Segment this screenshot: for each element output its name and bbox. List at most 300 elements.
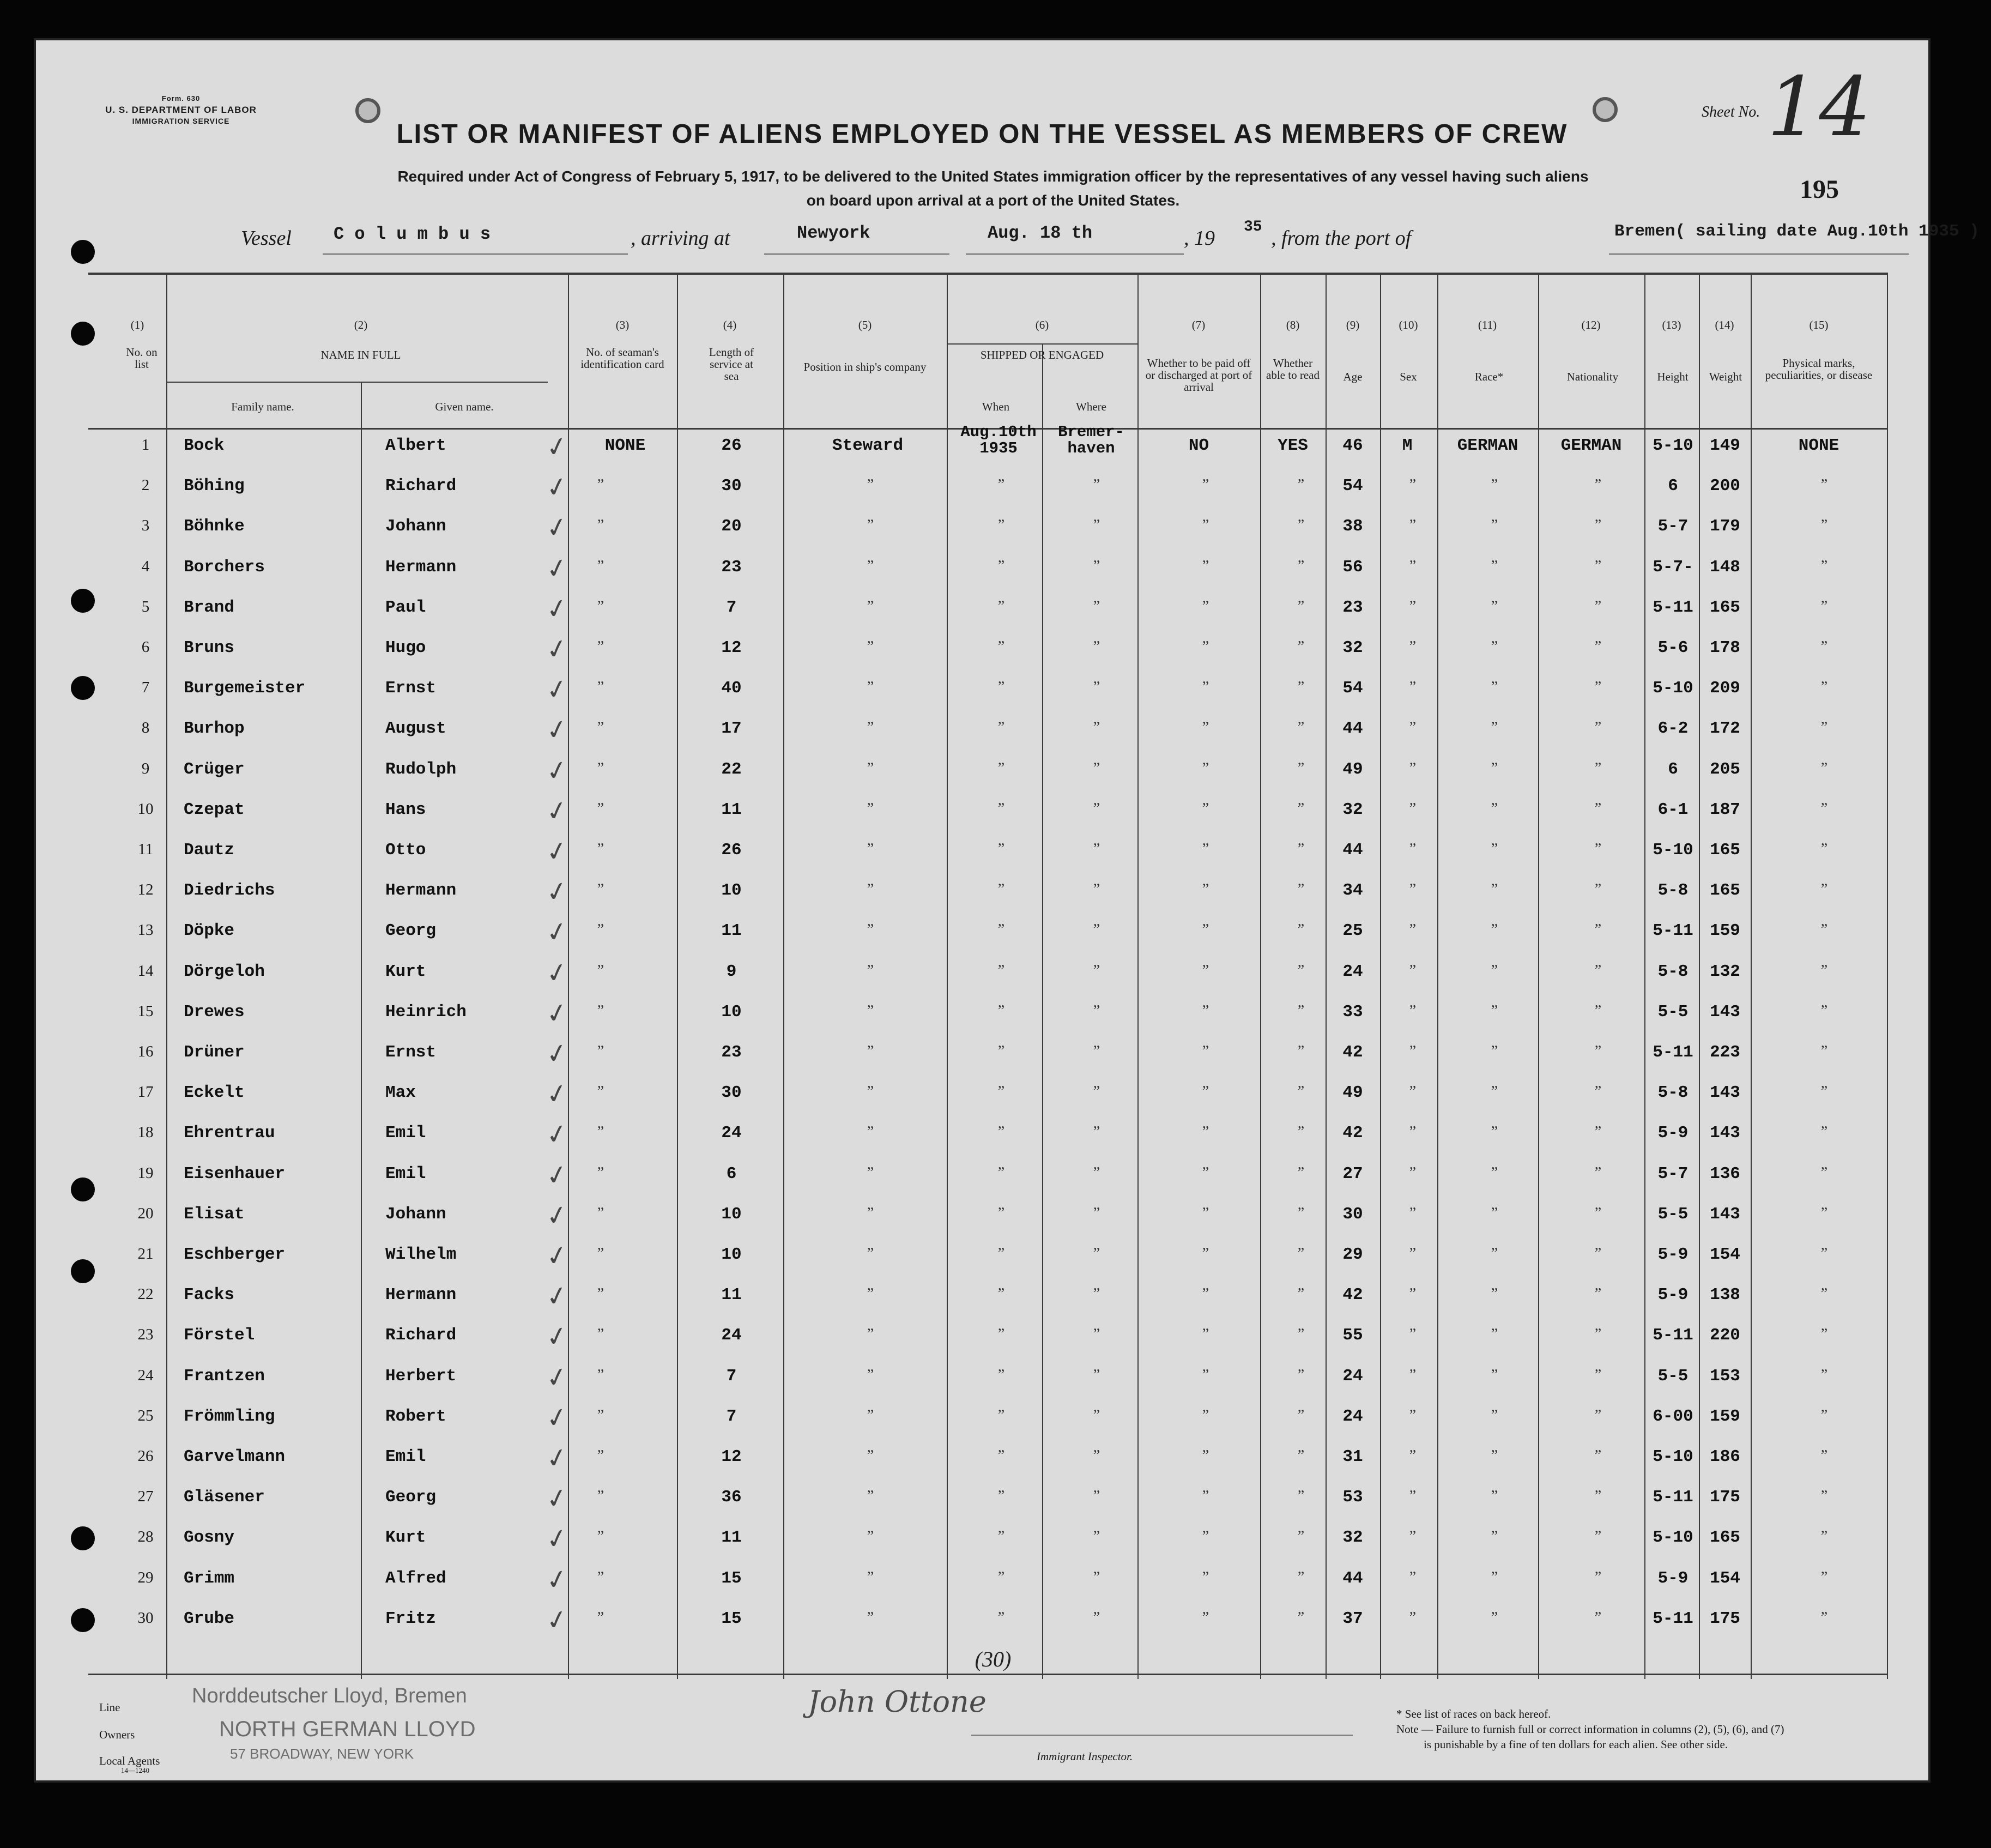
table-row <box>88 996 1887 1042</box>
where-ditto: ” <box>1093 719 1100 736</box>
row-number: 8 <box>141 719 150 737</box>
column-number: (14) <box>1715 318 1734 331</box>
length-of-service: 11 <box>721 1285 742 1305</box>
paid-off-ditto: ” <box>1202 1043 1209 1060</box>
page-title: LIST OR MANIFEST OF ALIENS EMPLOYED ON THE VESSEL AS MEMBERS OF CREW <box>396 119 1568 149</box>
column-rule <box>1887 273 1888 1679</box>
position-ditto: ” <box>867 1366 874 1384</box>
able-to-read-ditto: ” <box>1297 597 1305 615</box>
height: 5-10 <box>1653 679 1693 698</box>
paid-off-ditto: ” <box>1202 759 1209 777</box>
when-ditto: ” <box>997 800 1005 817</box>
where-ditto: ” <box>1093 476 1100 494</box>
row-number: 28 <box>137 1528 154 1546</box>
length-of-service: 11 <box>721 1528 742 1548</box>
position-ditto: ” <box>867 962 874 979</box>
check-mark: ✓ <box>543 1279 571 1314</box>
position-ditto: ” <box>867 1124 874 1141</box>
position-ditto: ” <box>867 1406 874 1424</box>
when-ditto: ” <box>997 638 1005 655</box>
height: 5-9 <box>1657 1124 1689 1143</box>
sex-ditto: ” <box>1409 1285 1417 1303</box>
physical-ditto: ” <box>1820 841 1828 857</box>
length-of-service: 7 <box>726 597 737 617</box>
age: 54 <box>1342 476 1363 496</box>
family-name: Dautz <box>184 841 235 860</box>
family-name: Drewes <box>184 1002 245 1022</box>
position-value: Steward <box>832 436 904 455</box>
age: 38 <box>1342 517 1363 536</box>
check-mark: ✓ <box>543 510 571 545</box>
row-number: 6 <box>141 638 150 656</box>
row-number: 12 <box>137 881 154 899</box>
form-number: Form. 630 <box>161 94 201 102</box>
able-to-read-ditto: ” <box>1297 517 1305 534</box>
race-ditto: ” <box>1491 921 1498 939</box>
given-name: Emil <box>385 1164 426 1183</box>
age: 42 <box>1342 1124 1363 1143</box>
vessel-fill-line <box>323 253 628 255</box>
check-mark: ✓ <box>543 1400 571 1435</box>
table-row <box>88 1036 1887 1083</box>
sex-ditto: ” <box>1409 800 1417 817</box>
able-to-read-ditto: ” <box>1297 881 1305 898</box>
header-shipped-or-engaged: SHIPPED OR ENGAGED <box>980 348 1104 361</box>
age: 29 <box>1342 1245 1363 1264</box>
table-row <box>88 423 1887 476</box>
when-ditto: ” <box>997 557 1005 575</box>
length-of-service: 17 <box>721 719 742 739</box>
inspector-signature: John Ottone <box>808 1684 987 1719</box>
column-number: (11) <box>1478 318 1497 331</box>
height: 5-11 <box>1653 1043 1693 1062</box>
nationality-ditto: ” <box>1594 800 1602 817</box>
age: 25 <box>1342 921 1363 941</box>
footer <box>99 1674 1898 1783</box>
height: 5-9 <box>1657 1568 1689 1588</box>
given-name: Ernst <box>385 1043 437 1062</box>
check-mark: ✓ <box>543 1198 571 1233</box>
vessel-name: C o l u m b u s <box>334 224 491 244</box>
when-ditto: ” <box>997 1204 1005 1222</box>
family-name: Borchers <box>184 557 265 577</box>
sex-ditto: ” <box>1409 759 1417 777</box>
family-name: Döpke <box>184 921 235 941</box>
able-to-read-ditto: ” <box>1297 1488 1305 1505</box>
height: 5-11 <box>1653 1326 1693 1345</box>
able-to-read-ditto: ” <box>1297 557 1305 575</box>
race-ditto: ” <box>1491 1124 1498 1141</box>
paid-off-ditto: ” <box>1202 1164 1209 1181</box>
race-ditto: ” <box>1491 517 1498 534</box>
weight: 200 <box>1710 476 1740 496</box>
check-mark: ✓ <box>543 834 571 869</box>
id-card-ditto: ” <box>597 1043 604 1060</box>
position-ditto: ” <box>867 759 874 777</box>
id-card-ditto: ” <box>597 759 604 777</box>
where-ditto: ” <box>1093 1609 1100 1626</box>
paid-off-ditto: ” <box>1202 1488 1209 1505</box>
where-ditto: ” <box>1093 1164 1100 1181</box>
header-weight: Weight <box>1709 370 1742 383</box>
height: 5-5 <box>1657 1366 1689 1386</box>
position-ditto: ” <box>867 638 874 655</box>
position-ditto: ” <box>867 1002 874 1019</box>
height: 5-7 <box>1657 517 1689 536</box>
column-number: (13) <box>1662 318 1681 331</box>
when-ditto: ” <box>997 1285 1005 1303</box>
id-card-ditto: ” <box>597 1488 604 1505</box>
height: 5-8 <box>1657 962 1689 981</box>
age: 44 <box>1342 1568 1363 1588</box>
id-card-ditto: ” <box>597 1609 604 1626</box>
age: 56 <box>1342 557 1363 577</box>
sex-ditto: ” <box>1409 1488 1417 1505</box>
check-mark: ✓ <box>543 712 571 747</box>
when-ditto: ” <box>997 1164 1005 1181</box>
length-of-service: 10 <box>721 1245 742 1264</box>
where-ditto: ” <box>1093 1568 1100 1586</box>
check-mark: ✓ <box>543 1360 571 1395</box>
row-number: 7 <box>141 679 150 697</box>
given-name: Hermann <box>385 1285 457 1305</box>
physical-ditto: ” <box>1820 1568 1828 1586</box>
vessel-line <box>241 219 1980 264</box>
row-number: 5 <box>141 597 150 615</box>
physical-ditto: ” <box>1820 1528 1828 1545</box>
age: 32 <box>1342 1528 1363 1548</box>
height: 5-11 <box>1653 1488 1693 1507</box>
footer-top-rule <box>88 1674 1887 1675</box>
race-value: GERMAN <box>1457 436 1518 455</box>
nationality-ditto: ” <box>1594 1204 1602 1222</box>
given-name: Johann <box>385 1204 446 1224</box>
penalty-note-line-1: Note — Failure to furnish full or correct information in columns (2), (5), (6), and (7) <box>1396 1723 1784 1736</box>
race-ditto: ” <box>1491 1083 1498 1101</box>
family-name: Brand <box>184 597 235 617</box>
able-to-read-ditto: ” <box>1297 719 1305 736</box>
header-name-in-full: NAME IN FULL <box>320 348 401 361</box>
position-ditto: ” <box>867 921 874 939</box>
given-name: Albert <box>385 436 446 455</box>
paid-off-ditto: ” <box>1202 921 1209 939</box>
id-card-ditto: ” <box>597 1245 604 1262</box>
height: 6 <box>1668 476 1678 496</box>
family-name: Gläsener <box>184 1488 265 1507</box>
id-card-ditto: ” <box>597 800 604 817</box>
given-name: Max <box>385 1083 416 1103</box>
when-ditto: ” <box>997 1488 1005 1505</box>
length-of-service: 30 <box>721 476 742 496</box>
nationality-ditto: ” <box>1594 1528 1602 1545</box>
length-of-service: 12 <box>721 1447 742 1466</box>
given-name: Fritz <box>385 1609 437 1628</box>
race-ditto: ” <box>1491 1366 1498 1384</box>
family-name: Bruns <box>184 638 235 657</box>
weight: 165 <box>1710 881 1740 901</box>
id-card-ditto: ” <box>597 841 604 857</box>
table-row <box>88 1117 1887 1163</box>
sex-ditto: ” <box>1409 881 1417 898</box>
header-physical-marks: Physical marks, peculiarities, or disease <box>1765 357 1873 382</box>
race-ditto: ” <box>1491 1245 1498 1262</box>
table-row <box>88 915 1887 961</box>
paid-off-ditto: ” <box>1202 679 1209 696</box>
able-to-read-ditto: ” <box>1297 759 1305 777</box>
weight: 220 <box>1710 1326 1740 1345</box>
table-row <box>88 1319 1887 1366</box>
given-name: Paul <box>385 597 426 617</box>
given-name: Heinrich <box>385 1002 467 1022</box>
length-of-service: 6 <box>726 1164 737 1183</box>
height: 5-10 <box>1653 436 1693 455</box>
check-mark: ✓ <box>543 430 571 464</box>
row-number: 29 <box>137 1568 154 1586</box>
table-row <box>88 794 1887 840</box>
physical-ditto: ” <box>1820 1447 1828 1464</box>
header-id-card: No. of seaman's identification card <box>580 346 664 371</box>
id-card-ditto: ” <box>597 638 604 655</box>
weight: 153 <box>1710 1366 1740 1386</box>
able-to-read-ditto: ” <box>1297 1002 1305 1019</box>
length-of-service: 26 <box>721 436 742 455</box>
race-ditto: ” <box>1491 1326 1498 1343</box>
able-to-read-ditto: ” <box>1297 841 1305 857</box>
check-mark: ✓ <box>543 794 571 829</box>
position-ditto: ” <box>867 1285 874 1303</box>
able-to-read-ditto: ” <box>1297 638 1305 655</box>
row-number: 19 <box>137 1164 154 1182</box>
given-name: Richard <box>385 1326 457 1345</box>
table-row <box>88 510 1887 557</box>
header-no-on-list: No. on list <box>126 346 158 371</box>
given-name: Hugo <box>385 638 426 657</box>
race-ditto: ” <box>1491 1285 1498 1303</box>
sex-ditto: ” <box>1409 1164 1417 1181</box>
family-name: Facks <box>184 1285 235 1305</box>
race-ditto: ” <box>1491 476 1498 494</box>
where-ditto: ” <box>1093 1447 1100 1464</box>
position-ditto: ” <box>867 1326 874 1343</box>
header-height: Height <box>1657 370 1689 383</box>
nationality-ditto: ” <box>1594 476 1602 494</box>
weight: 143 <box>1710 1083 1740 1103</box>
race-ditto: ” <box>1491 679 1498 696</box>
length-of-service: 23 <box>721 1043 742 1062</box>
check-mark: ✓ <box>543 1239 571 1273</box>
position-ditto: ” <box>867 800 874 817</box>
sex-ditto: ” <box>1409 1204 1417 1222</box>
table-row <box>88 1481 1887 1527</box>
paid-off-ditto: ” <box>1202 841 1209 857</box>
id-card-ditto: ” <box>597 1164 604 1181</box>
signature-rule <box>971 1735 1353 1736</box>
when-ditto: ” <box>997 1002 1005 1019</box>
height: 5-11 <box>1653 921 1693 941</box>
race-ditto: ” <box>1491 1528 1498 1545</box>
id-card-ditto: ” <box>597 962 604 979</box>
row-number: 30 <box>137 1609 154 1627</box>
column-number: (6) <box>1035 318 1049 331</box>
paid-off-ditto: ” <box>1202 1326 1209 1343</box>
id-card-ditto: ” <box>597 517 604 534</box>
row-number: 16 <box>137 1043 154 1060</box>
stamp-number: 195 <box>1800 175 1839 204</box>
paid-off-ditto: ” <box>1202 517 1209 534</box>
length-of-service: 36 <box>721 1488 742 1507</box>
age: 31 <box>1342 1447 1363 1466</box>
able-to-read-ditto: ” <box>1297 1124 1305 1141</box>
weight: 148 <box>1710 557 1740 577</box>
race-ditto: ” <box>1491 1447 1498 1464</box>
local-agents-label: Local Agents <box>99 1754 160 1767</box>
age: 32 <box>1342 638 1363 657</box>
id-card-ditto: ” <box>597 1285 604 1303</box>
where-ditto: ” <box>1093 759 1100 777</box>
table-row <box>88 1603 1887 1649</box>
race-ditto: ” <box>1491 1406 1498 1424</box>
header-nationality: Nationality <box>1566 370 1619 383</box>
nationality-ditto: ” <box>1594 1447 1602 1464</box>
races-note: * See list of races on back hereof. <box>1396 1707 1551 1720</box>
table-row <box>88 1521 1887 1568</box>
height: 6-1 <box>1657 800 1689 819</box>
paid-off-ditto: ” <box>1202 1002 1209 1019</box>
age: 23 <box>1342 597 1363 617</box>
when-ditto: ” <box>997 719 1005 736</box>
physical-ditto: ” <box>1820 638 1828 655</box>
sex-ditto: ” <box>1409 921 1417 939</box>
id-card-ditto: ” <box>597 1528 604 1545</box>
given-name: Rudolph <box>385 759 457 779</box>
table-row <box>88 672 1887 718</box>
physical-ditto: ” <box>1820 1285 1828 1303</box>
where-ditto: ” <box>1093 1366 1100 1384</box>
height: 5-5 <box>1657 1204 1689 1224</box>
id-card-ditto: ” <box>597 679 604 696</box>
position-ditto: ” <box>867 679 874 696</box>
able-to-read-ditto: ” <box>1297 962 1305 979</box>
sex-ditto: ” <box>1409 1406 1417 1424</box>
when-ditto: ” <box>997 841 1005 857</box>
check-mark: ✓ <box>543 1036 571 1071</box>
check-mark: ✓ <box>543 1481 571 1516</box>
weight: 186 <box>1710 1447 1740 1466</box>
from-label: , from the port of <box>1271 227 1412 250</box>
when-ditto: ” <box>997 517 1005 534</box>
row-number: 4 <box>141 557 150 575</box>
age: 24 <box>1342 1406 1363 1426</box>
able-to-read-ditto: ” <box>1297 1366 1305 1384</box>
where-ditto: ” <box>1093 1528 1100 1545</box>
where-ditto: ” <box>1093 800 1100 817</box>
row-number: 27 <box>137 1488 154 1506</box>
family-name: Burgemeister <box>184 679 306 698</box>
given-name: Georg <box>385 921 437 941</box>
paid-off-ditto: ” <box>1202 1609 1209 1626</box>
height: 5-8 <box>1657 881 1689 901</box>
row-number: 13 <box>137 921 154 939</box>
table-row <box>88 1400 1887 1447</box>
age: 54 <box>1342 679 1363 698</box>
paid-off-ditto: ” <box>1202 1245 1209 1262</box>
age: 49 <box>1342 1083 1363 1103</box>
arrival-fill-line <box>764 253 949 255</box>
nationality-ditto: ” <box>1594 1164 1602 1181</box>
length-of-service: 24 <box>721 1124 742 1143</box>
paid-off-ditto: ” <box>1202 1366 1209 1384</box>
paid-off-ditto: ” <box>1202 476 1209 494</box>
weight: 136 <box>1710 1164 1740 1183</box>
check-mark: ✓ <box>543 1441 571 1476</box>
row-number: 10 <box>137 800 154 818</box>
position-ditto: ” <box>867 841 874 857</box>
length-of-service: 40 <box>721 679 742 698</box>
sex-ditto: ” <box>1409 719 1417 736</box>
id-card-ditto: ” <box>597 557 604 575</box>
length-of-service: 15 <box>721 1609 742 1628</box>
header-sex: Sex <box>1400 370 1417 383</box>
where-ditto: ” <box>1093 517 1100 534</box>
row-number: 14 <box>137 962 154 980</box>
physical-ditto: ” <box>1820 1124 1828 1141</box>
sex-ditto: ” <box>1409 1568 1417 1586</box>
age: 34 <box>1342 881 1363 901</box>
race-ditto: ” <box>1491 800 1498 817</box>
when-ditto: ” <box>997 679 1005 696</box>
row-number: 25 <box>137 1406 154 1424</box>
race-ditto: ” <box>1491 962 1498 979</box>
row-number: 11 <box>138 841 153 858</box>
family-name: Burhop <box>184 719 245 739</box>
name-subheader-rule <box>166 382 548 383</box>
race-ditto: ” <box>1491 557 1498 575</box>
family-name: Eschberger <box>184 1245 286 1264</box>
where-ditto: ” <box>1093 679 1100 696</box>
check-mark: ✓ <box>543 1603 571 1638</box>
where-ditto: ” <box>1093 1488 1100 1505</box>
paid-off-ditto: ” <box>1202 1528 1209 1545</box>
weight: 172 <box>1710 719 1740 739</box>
family-name: Grimm <box>184 1568 235 1588</box>
race-ditto: ” <box>1491 1043 1498 1060</box>
punch-hole <box>71 240 95 264</box>
owner-stamp: NORTH GERMAN LLOYD <box>219 1717 476 1741</box>
nationality-ditto: ” <box>1594 1406 1602 1424</box>
id-card-ditto: ” <box>597 719 604 736</box>
table-row <box>88 1441 1887 1487</box>
when-ditto: ” <box>997 1043 1005 1060</box>
length-of-service: 10 <box>721 881 742 901</box>
physical-ditto: ” <box>1820 476 1828 494</box>
sex-ditto: ” <box>1409 476 1417 494</box>
age: 55 <box>1342 1326 1363 1345</box>
race-ditto: ” <box>1491 597 1498 615</box>
check-mark: ✓ <box>543 915 571 950</box>
weight: 205 <box>1710 759 1740 779</box>
check-mark: ✓ <box>543 956 571 991</box>
nationality-ditto: ” <box>1594 759 1602 777</box>
paid-off-ditto: ” <box>1202 638 1209 655</box>
when-ditto: ” <box>997 1124 1005 1141</box>
length-of-service: 20 <box>721 517 742 536</box>
sex-ditto: ” <box>1409 597 1417 615</box>
row-number: 21 <box>137 1245 154 1263</box>
weight: 187 <box>1710 800 1740 819</box>
nationality-ditto: ” <box>1594 1285 1602 1303</box>
given-name: Johann <box>385 517 446 536</box>
paid-off-ditto: ” <box>1202 1285 1209 1303</box>
